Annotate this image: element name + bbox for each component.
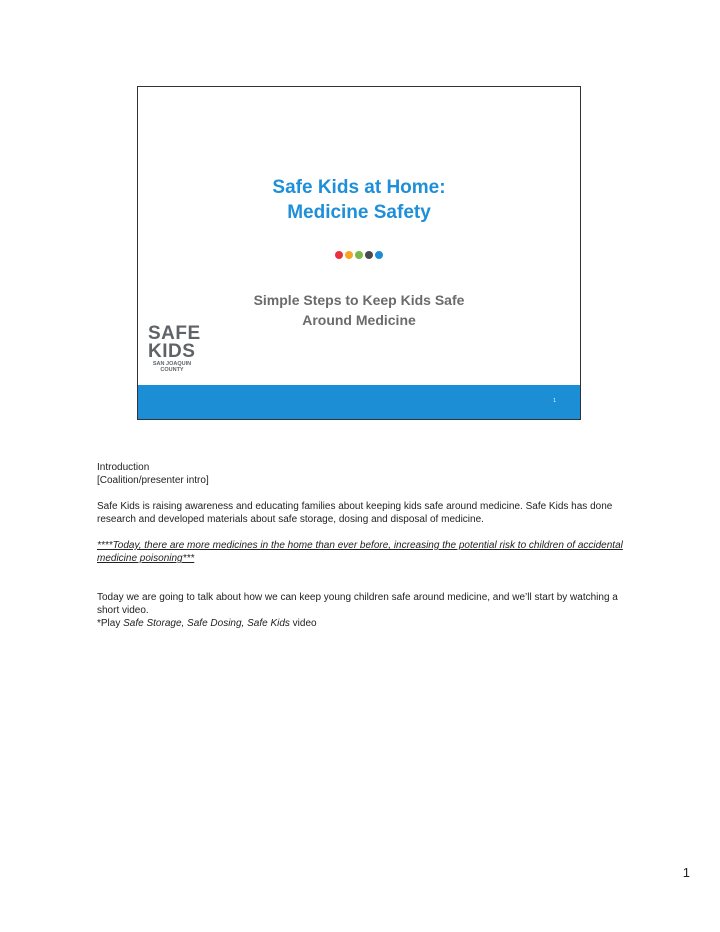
green-dot <box>355 251 363 259</box>
blue-dot <box>375 251 383 259</box>
video-title: Safe Storage, Safe Dosing, Safe Kids <box>123 618 290 629</box>
logo-safe: SAFE <box>148 323 201 344</box>
logo-county: COUNTY <box>160 367 184 373</box>
safe-kids-logo <box>148 325 208 373</box>
red-dot <box>335 251 343 259</box>
slide-thumbnail <box>137 86 581 420</box>
slide-footer-bar <box>138 385 580 419</box>
logo-kids: KIDS <box>148 341 196 362</box>
speaker-notes <box>97 461 627 630</box>
slide-subtitle-line1: Simple Steps to Keep Kids Safe <box>253 292 465 308</box>
notes-play-instruction <box>97 617 627 630</box>
slide-subtitle-line2: Around Medicine <box>302 312 416 328</box>
notes-subheading: [Coalition/presenter intro] <box>97 475 209 486</box>
notes-emphasis: ****Today, there are more medicines in the home than ever before, increasing the potential risk to children of accidental medicine poisoning*** <box>97 540 623 564</box>
page-number: 1 <box>682 865 690 880</box>
notes-paragraph-2: Today we are going to talk about how we can keep young children safe around medicine, and we’ll start by watching a short video. <box>97 592 618 616</box>
logo-region: SAN JOAQUIN <box>152 361 192 367</box>
notes-heading: Introduction <box>97 462 150 473</box>
notes-paragraph-1: Safe Kids is raising awareness and educating families about keeping kids safe around medicine. Safe Kids has done research and developed materials about safe storage, dosing and disposal of medicine. <box>97 501 613 525</box>
play-suffix: video <box>289 618 317 629</box>
orange-dot <box>345 251 353 259</box>
slide-title-line1: Safe Kids at Home: <box>272 177 446 198</box>
color-dots <box>138 251 580 259</box>
slide-subtitle <box>138 290 580 330</box>
dark-gray-dot <box>365 251 373 259</box>
slide-title-line2: Medicine Safety <box>287 202 431 223</box>
slide-title <box>138 175 580 225</box>
play-prefix: *Play <box>97 618 124 629</box>
slide-number: 1 <box>553 398 556 404</box>
